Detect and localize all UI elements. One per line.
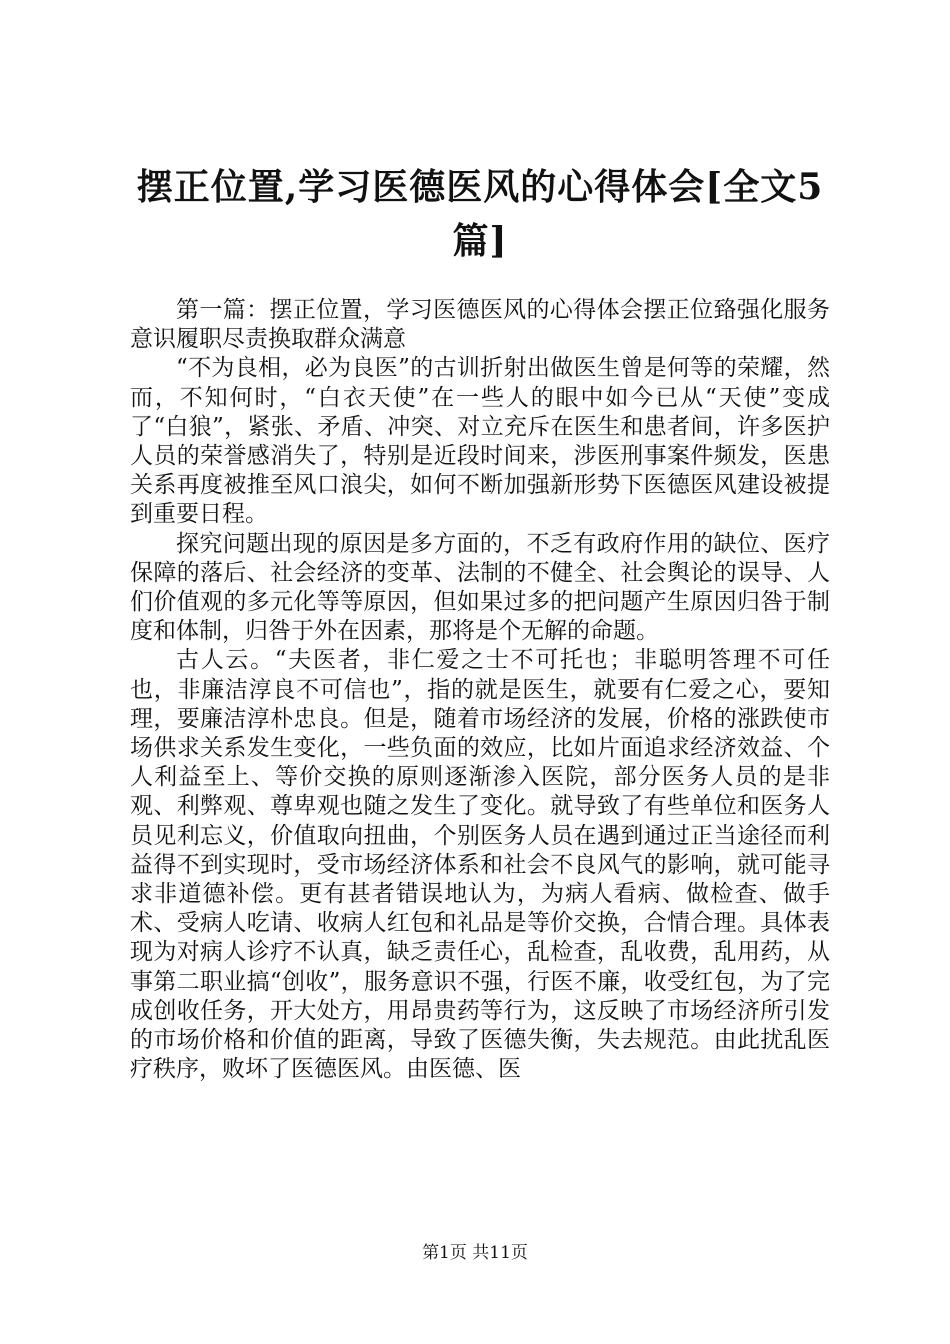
document-body (130, 296, 830, 1084)
page-footer: 第1页 共11页 (422, 1243, 528, 1263)
paragraph-3: 探究问题出现的原因是多方面的，不乏有政府作用的缺位、医疗保障的落后、社会经济的变革、法制的不健全、社会舆论的误导、人们价值观的多元化等等原因，但如果过多的把问题产生原因归咎于制度和体制，归咎于外在因素，那将是个无解的命题。 (130, 530, 830, 645)
paragraph-4: 古人云。“夫医者，非仁爱之士不可托也；非聪明答理不可任也，非廉洁淳良不可信也”，指的就是医生，就要有仁爱之心，要知理，要廉洁淳朴忠良。但是，随着市场经济的发展，价格的涨跌使市场供求关系发生变化，一些负面的效应，比如片面追求经济效益、个人利益至上、等价交换的原则逐渐渗入医院，部分医务人员的是非观、利弊观、尊卑观也随之发生了变化。就导致了有些单位和医务人员见利忘义，价值取向扭曲，个别医务人员在遇到通过正当途径而利益得不到实现时，受市场经济体系和社会不良风气的影响，就可能寻求非道德补偿。更有甚者错误地认为，为病人看病、做检查、做手术、受病人吃请、收病人红包和礼品是等价交换，合情合理。具体表现为对病人诊疗不认真，缺乏责任心，乱检查，乱收费，乱用药，从事第二职业搞“创收”，服务意识不强，行医不廉，收受红包，为了完成创收任务，开大处方，用昂贵药等行为，这反映了市场经济所引发的市场价格和价值的距离，导致了医德失衡，失去规范。由此扰乱医疗秩序，败坏了医德医风。由医德、医 (130, 647, 830, 1083)
paragraph-1: 第一篇：摆正位置，学习医德医风的心得体会摆正位臵强化服务意识履职尽责换取群众满意 (130, 297, 830, 353)
document-title: 摆正位置,学习医德医风的心得体会[全文5篇] (136, 166, 824, 262)
paragraph-2: “不为良相，必为良医”的古训折射出做医生曾是何等的荣耀，然而，不知何时，“白衣天使”在一些人的眼中如今已从“天使”变成了“白狼”，紧张、矛盾、冲突、对立充斥在医生和患者间，许多医护人员的荣誉感消失了，特别是近段时间来，涉医刑事案件频发，医患关系再度被推至风口浪尖，如何不断加强新形势下医德医风建设被提到重要日程。 (130, 355, 830, 528)
